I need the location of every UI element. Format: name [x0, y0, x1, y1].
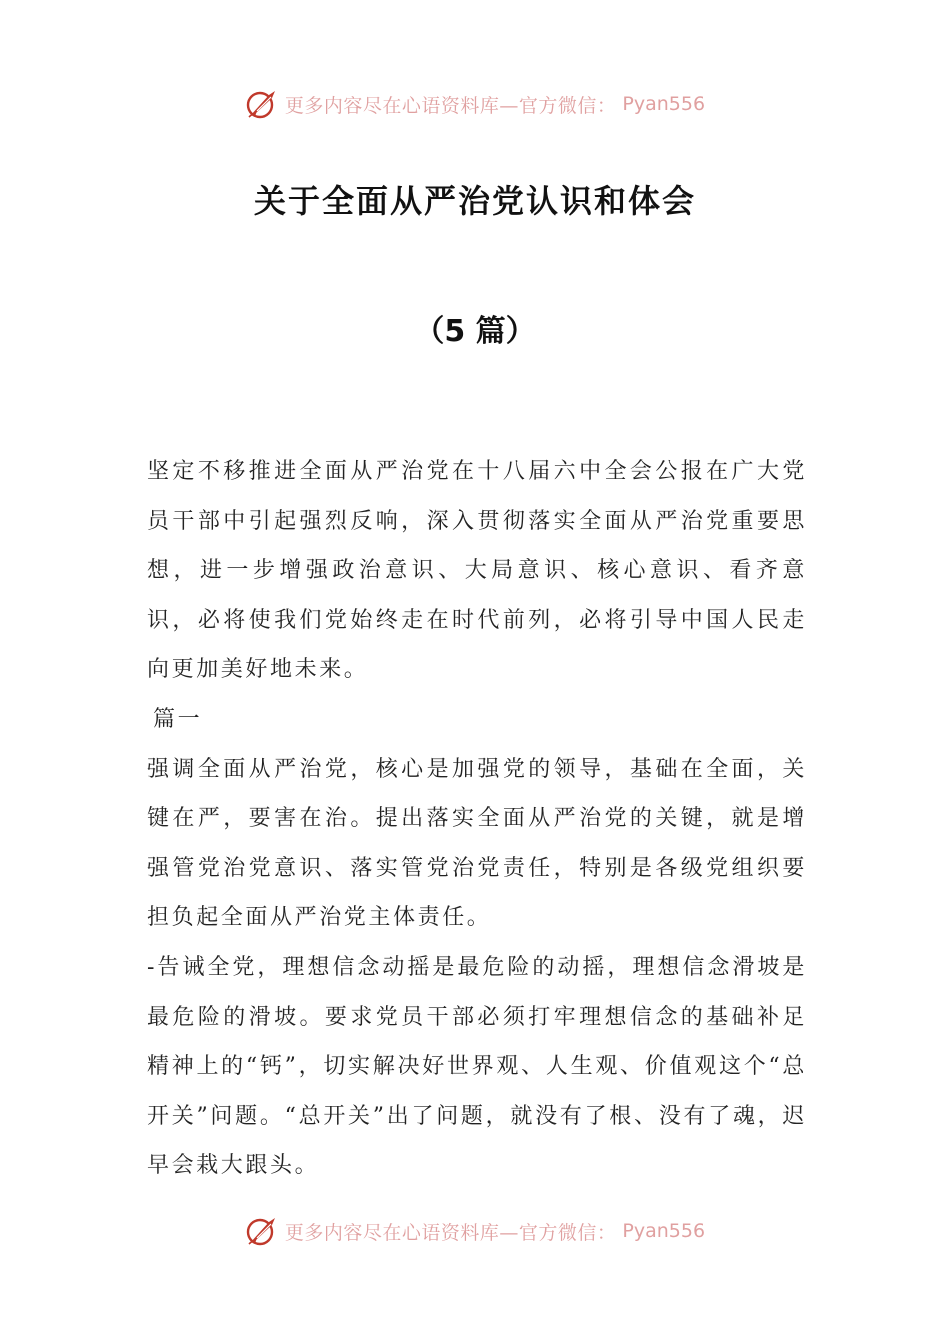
document-body: [147, 447, 807, 1191]
header-banner: [0, 84, 950, 124]
document-subtitle: （5 篇）: [414, 314, 536, 349]
footer-wechat-id: Pyan556: [622, 1220, 706, 1242]
paragraph-2: -告诫全党，理想信念动摇是最危险的动摇，理想信念滑坡是最危险的滑坡。要求党员干部必须打牢理想信念的基础补足精神上的“钙”，切实解决好世界观、人生观、价值观这个“总开关”问题。“总开关”出了问题，就没有了根、没有了魂，迟早会栽大跟头。: [147, 954, 807, 1179]
footer-slogan: 更多内容尽在心语资料库—官方微信：: [284, 1221, 617, 1244]
intro-paragraph: 坚定不移推进全面从严治党在十八届六中全会公报在广大党员干部中引起强烈反响，深入贯彻落实全面从严治党重要思想，进一步增强政治意识、大局意识、核心意识、看齐意识，必将使我们党始终走在时代前列，必将引导中国人民走向更加美好地未来。: [147, 459, 807, 683]
paragraph-1: 强调全面从严治党，核心是加强党的领导，基础在全面，关键在严，要害在治。提出落实全面从严治党的关键，就是增强管党治党意识、落实管党治党责任，特别是各级党组织要担负起全面从严治党主体责任。: [147, 756, 807, 931]
header-wechat-id: Pyan556: [622, 93, 706, 115]
quill-pen-logo-icon: [245, 87, 279, 121]
document-title: 关于全面从严治党认识和体会: [253, 182, 696, 220]
quill-pen-logo-icon: [245, 1214, 279, 1248]
header-slogan: 更多内容尽在心语资料库—官方微信：: [284, 94, 617, 117]
section-label: 篇一: [153, 706, 203, 732]
footer-banner: [0, 1211, 950, 1251]
